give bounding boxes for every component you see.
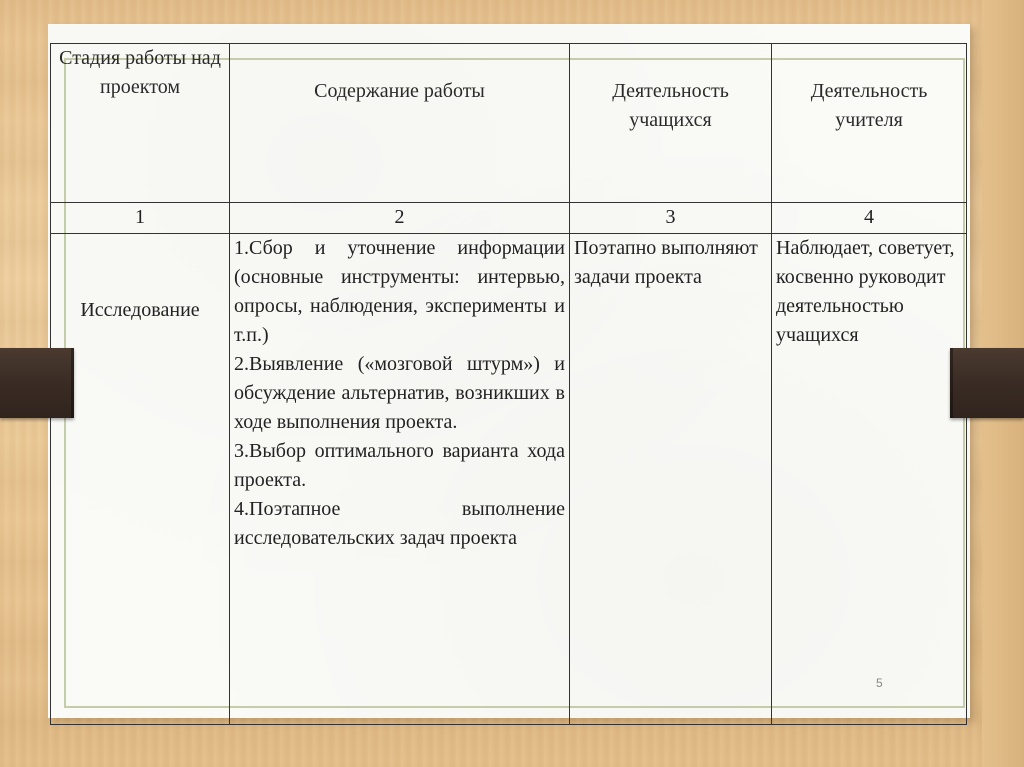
left-binder-clip — [0, 348, 74, 418]
column-number-3: 3 — [570, 203, 772, 234]
content-item-3: 3.Выбор оптимального варианта хода проекта. — [234, 440, 565, 491]
header-teacher: Деятельность учителя — [772, 44, 967, 203]
header-students: Деятельность учащихся — [570, 44, 772, 203]
content-item-4: 4.Поэтапное выполнение исследовательских задач проекта — [234, 498, 565, 549]
header-stage: Стадия работы над проектом — [51, 44, 230, 203]
stage-cell: Исследование — [51, 234, 230, 725]
page-number: 5 — [876, 676, 883, 690]
header-content: Содержание работы — [230, 44, 570, 203]
content-cell — [230, 234, 570, 725]
table-header-row — [51, 44, 967, 203]
column-number-1: 1 — [51, 203, 230, 234]
content-item-2: 2.Выявление («мозговой штурм») и обсуждение альтернатив, возникших в ходе выполнения проекта. — [234, 353, 565, 433]
table-row — [51, 234, 967, 725]
right-binder-clip — [950, 348, 1024, 418]
project-stages-table — [50, 43, 967, 725]
column-number-4: 4 — [772, 203, 967, 234]
students-cell: Поэтапно выполняют задачи проекта — [570, 234, 772, 725]
teacher-cell: Наблюдает, советует, косвенно руководит деятельностью учащихся — [772, 234, 967, 725]
table-number-row — [51, 203, 967, 234]
column-number-2: 2 — [230, 203, 570, 234]
content-item-1: 1.Сбор и уточнение информации (основные инструменты: интервью, опросы, наблюдения, эксперименты и т.п.) — [234, 237, 565, 346]
